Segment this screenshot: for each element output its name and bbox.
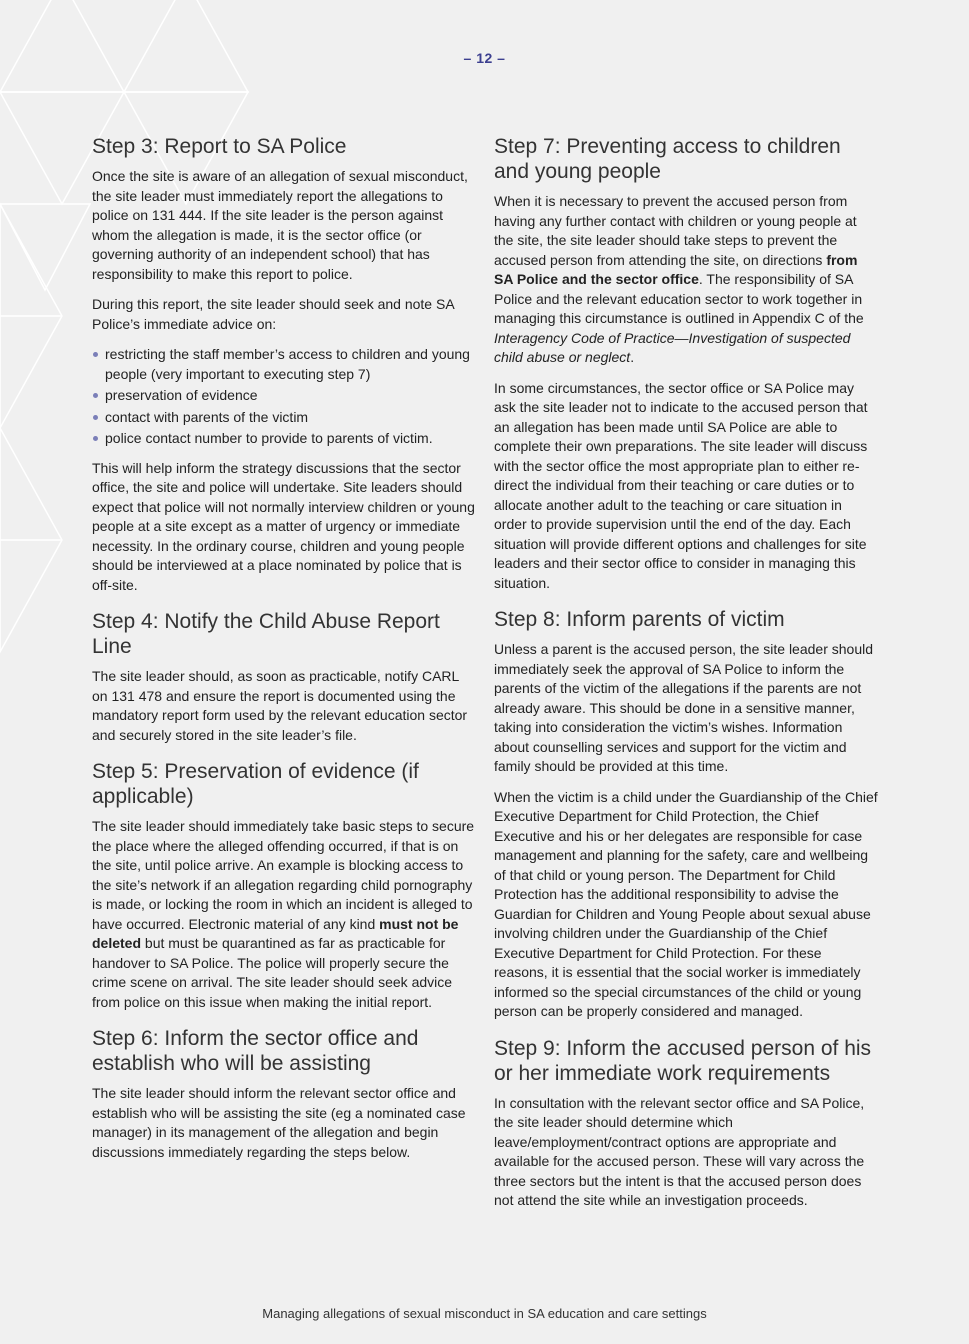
list-item: restricting the staff member’s access to children and young people (very important to executing step 7) <box>92 345 476 384</box>
section-step-9 <box>494 1036 878 1211</box>
step-8-paragraph-2: When the victim is a child under the Guardianship of the Chief Executive Department for Child Protection, the Chief Executive and his or her delegates are responsible for case management and planning for the safety, care and wellbeing of that child or young person. The Department for Child Protection has the additional responsibility to advise the Guardian for Children and Young People about sexual abuse involving children under the Guardianship of the Chief Executive Department for Child Protection. For these reasons, it is essential that the social worker is immediately informed so the special circumstances of the child or young person can be properly considered and managed. <box>494 788 878 1019</box>
text-run: The site leader should immediately take basic steps to secure the place where the alleged offending occurred, if that is on the site, until police arrive. An example is blocking access to the site’s network if an allegation regarding child pornography is made, or locking the room in which an incident is alleged to have occurred. Electronic material of any kind <box>92 818 475 932</box>
step-3-paragraph-2: During this report, the site leader should seek and note SA Police’s immediate advice on: <box>92 296 454 332</box>
step-5-paragraph-1 <box>92 817 476 1012</box>
step-8-paragraph-1: Unless a parent is the accused person, the site leader should immediately seek the approval of SA Police to inform the parents of the victim of the allegations if the parents are not already aware. This should be done in a sensitive manner, taking into consideration the victim’s wishes. Information about counselling services and support for the victim and family should be provided at this time. <box>494 641 874 774</box>
step-5-heading: Step 5: Preservation of evidence (if applicable) <box>92 760 419 808</box>
step-9-heading: Step 9: Inform the accused person of his or her immediate work requirements <box>494 1036 872 1085</box>
bold-text: from SA Police and the sector office <box>494 251 858 287</box>
step-3-paragraph-1: Once the site is aware of an allegation of sexual misconduct, the site leader must immediately report the allegations to police on 131 444. If the site leader is the person against whom the allegation is made, it is the sector office (or governing authority of an independent school) that has responsibility to make this report to police. <box>92 168 468 282</box>
section-step-6 <box>92 1026 476 1162</box>
page-number: – 12 – <box>463 50 506 66</box>
text-run: but must be quarantined as far as practicable for handover to SA Police. The police will properly secure the crime scene on arrival. The site leader should seek advice from police on this issue when making the initial report. <box>92 935 453 1010</box>
right-column <box>494 134 878 1225</box>
step-4-heading: Step 4: Notify the Child Abuse Report Line <box>92 610 440 658</box>
step-3-advice-list <box>92 345 476 449</box>
section-step-7 <box>494 134 878 593</box>
step-3-heading: Step 3: Report to SA Police <box>92 135 347 158</box>
bold-text: must not be deleted <box>92 915 459 951</box>
step-9-paragraph-1: In consultation with the relevant sector office and SA Police, the site leader should determine which leave/employment/contract options are appropriate and available for the accused person. These will vary across the three sectors but the intent is that the accused person does not attend the site while an investigation proceeds. <box>494 1094 865 1208</box>
section-step-4 <box>92 609 476 745</box>
step-6-heading: Step 6: Inform the sector office and establish who will be assisting <box>92 1027 419 1075</box>
left-column <box>92 134 476 1176</box>
list-item: contact with parents of the victim <box>92 408 476 428</box>
list-item: police contact number to provide to parents of victim. <box>92 429 476 449</box>
step-6-paragraph-1: The site leader should inform the relevant sector office and establish who will be assisting the site (eg a nominated case manager) in its management of the allegation and begin discussions immediately regarding the steps below. <box>92 1085 466 1160</box>
page-footer: Managing allegations of sexual misconduct in SA education and care settings <box>262 1306 707 1321</box>
section-step-3 <box>92 134 476 595</box>
text-run: . The responsibility of SA Police and the relevant education sector to work together in managing this circumstance is outlined in Appendix C of the <box>494 271 864 326</box>
step-3-paragraph-3: This will help inform the strategy discussions that the sector office, the site and police will undertake. Site leaders should expect that police will not normally interview children or young people at a site except as a matter of urgency or immediate necessity. In the ordinary course, children and young people should be interviewed at a place nominated by police that is off-site. <box>92 459 475 593</box>
step-7-paragraph-1 <box>494 192 878 368</box>
list-item: preservation of evidence <box>92 386 476 406</box>
step-7-heading: Step 7: Preventing access to children and young people <box>494 135 841 183</box>
text-run: . <box>630 349 635 365</box>
text-run: When it is necessary to prevent the accused person from having any further contact with children or young people at the site, the site leader should take steps to prevent the accused person from attending the site, on directions <box>494 193 857 268</box>
step-4-paragraph-1: The site leader should, as soon as practicable, notify CARL on 131 478 and ensure the report is documented using the mandatory report form used by the relevant education sector and securely stored in the site leader’s file. <box>92 668 468 743</box>
step-8-heading: Step 8: Inform parents of victim <box>494 608 785 631</box>
italic-text: Interagency Code of Practice—Investigation of suspected child abuse or neglect <box>494 329 851 365</box>
section-step-5 <box>92 759 476 1012</box>
step-7-paragraph-2: In some circumstances, the sector office or SA Police may ask the site leader not to indicate to the accused person that an allegation has been made until SA Police are able to complete their own preparations. The site leader will discuss with the sector office the most appropriate plan to either re-direct the individual from their teaching or care duties or to allocate another adult to the teaching or care situation in order to provide supervision until the end of the day. Each situation will provide different options and challenges for site leaders and their sector office to consider in managing this situation. <box>494 379 868 591</box>
section-step-8 <box>494 607 878 1022</box>
